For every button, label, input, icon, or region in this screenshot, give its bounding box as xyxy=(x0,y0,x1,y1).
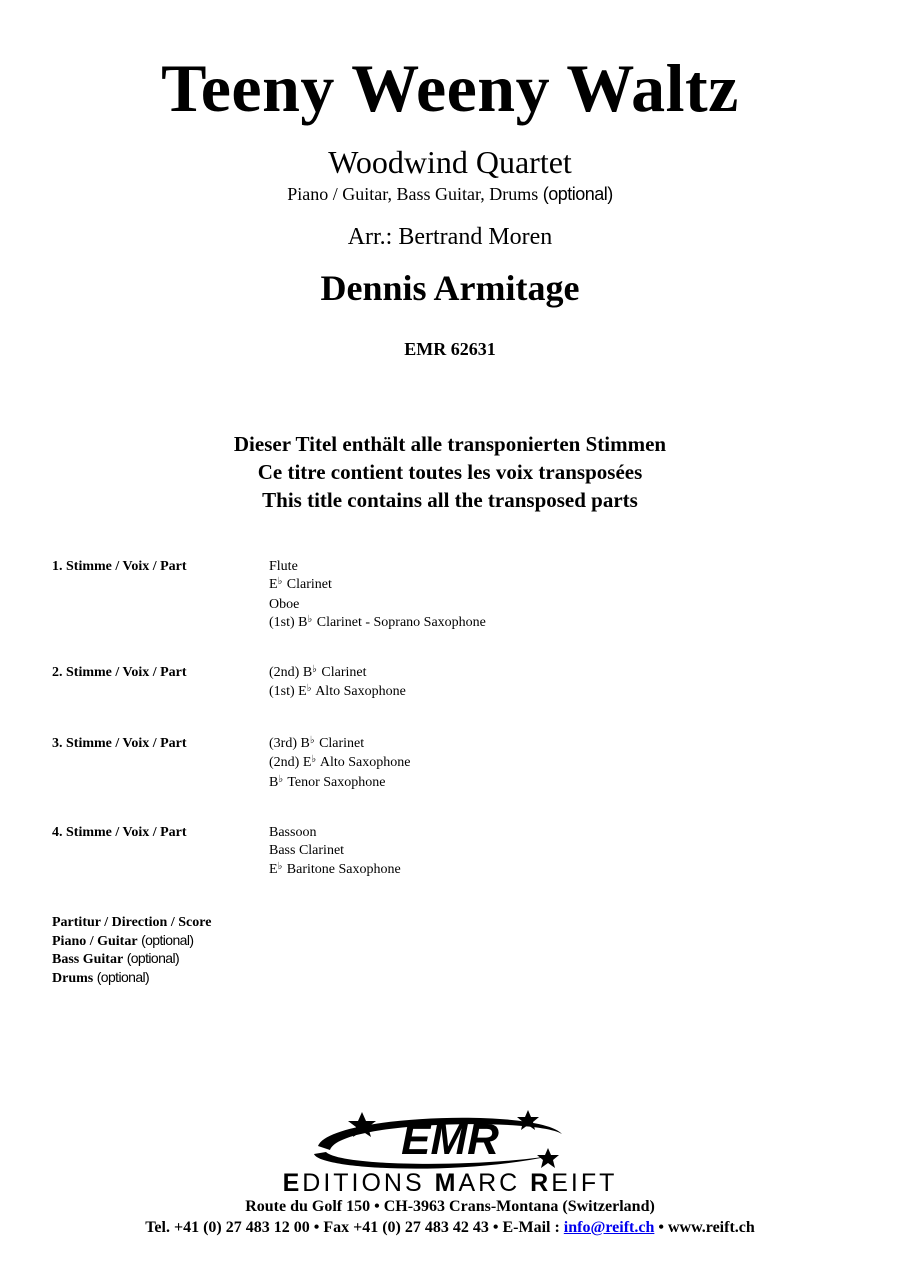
contact-website: • www.reift.ch xyxy=(654,1219,755,1236)
extra-name: Drums xyxy=(52,970,94,986)
flat-icon: ♭ xyxy=(312,664,317,675)
instrument-item xyxy=(269,683,406,702)
extra-item xyxy=(52,950,211,969)
instrument-item xyxy=(269,664,406,683)
instrument-item xyxy=(269,596,486,614)
contact-phone-fax: Tel. +41 (0) 27 483 12 00 • Fax +41 (0) 27 483 42 43 • E-Mail : xyxy=(145,1219,564,1236)
flat-icon: ♭ xyxy=(311,754,317,766)
instrument-name: Alto Saxophone xyxy=(319,755,411,771)
instrument-item xyxy=(269,824,401,842)
instrument-item xyxy=(269,576,486,595)
notice-french: Ce titre contient toutes les voix transposées xyxy=(257,460,643,484)
notice-english: This title contains all the transposed parts xyxy=(262,488,638,512)
part-label: 1. Stimme / Voix / Part xyxy=(52,559,187,574)
instrument-order: (2nd) xyxy=(269,755,300,771)
instrument-name: Tenor Saxophone xyxy=(287,774,386,790)
publisher-word: EIFT xyxy=(551,1169,618,1197)
composer: Dennis Armitage xyxy=(320,268,580,308)
part-instrument-list xyxy=(269,558,486,633)
instrument-key: B xyxy=(300,736,310,751)
instrument-name: Bass Clarinet xyxy=(269,843,345,859)
instrument-key: E xyxy=(298,684,307,700)
part-label: 4. Stimme / Voix / Part xyxy=(52,825,187,840)
flat-icon: ♭ xyxy=(277,576,283,588)
instrument-key: B xyxy=(298,614,308,630)
extra-optional: (optional) xyxy=(141,931,194,948)
instrument-key: E xyxy=(269,577,278,593)
extra-item xyxy=(52,914,211,932)
part-instrument-list xyxy=(269,735,410,793)
instrument-name: Oboe xyxy=(269,596,300,612)
instrumentation-text: Piano / Guitar, Bass Guitar, Drums xyxy=(287,184,539,204)
extra-item xyxy=(52,932,211,951)
logo-text: EMR xyxy=(401,1115,499,1164)
catalog-number: EMR 62631 xyxy=(404,339,496,359)
publisher-word: DITIONS xyxy=(302,1169,435,1197)
instrument-name: Clarinet - Soprano Saxophone xyxy=(316,614,486,630)
arranger: Arr.: Bertrand Moren xyxy=(347,224,553,250)
publisher-address: Route du Golf 150 • CH-3963 Crans-Montana (Switzerland) xyxy=(245,1198,655,1215)
instrument-name: Bassoon xyxy=(269,825,317,840)
subtitle: Woodwind Quartet xyxy=(328,144,572,180)
instrument-name: Clarinet xyxy=(319,736,365,751)
extra-optional: (optional) xyxy=(96,968,150,985)
instrument-item xyxy=(269,861,401,880)
extra-name: Piano / Guitar xyxy=(52,933,138,949)
instrumentation-optional: (optional) xyxy=(542,184,613,204)
instrument-name: Flute xyxy=(269,559,298,574)
publisher-initial: E xyxy=(282,1169,303,1197)
email-link[interactable]: info@reift.ch xyxy=(563,1219,655,1236)
instrument-key: B xyxy=(302,665,313,680)
flat-icon: ♭ xyxy=(278,773,284,785)
extra-name: Bass Guitar xyxy=(52,952,124,967)
instrument-name: Baritone Saxophone xyxy=(286,861,401,877)
flat-icon: ♭ xyxy=(309,735,315,746)
instrument-order: (3rd) xyxy=(269,736,297,751)
instrument-item xyxy=(269,774,410,793)
instrumentation-line xyxy=(0,182,900,206)
instrument-item xyxy=(269,558,486,576)
instrument-key: E xyxy=(269,861,278,877)
publisher-initial: R xyxy=(530,1169,552,1197)
part-instrument-list xyxy=(269,824,401,880)
extra-optional: (optional) xyxy=(126,950,180,966)
instrument-order: (2nd) xyxy=(269,665,300,680)
instrument-item xyxy=(269,614,486,633)
publisher-name xyxy=(0,1168,900,1198)
publisher-word: ARC xyxy=(458,1169,531,1197)
instrument-key: B xyxy=(269,774,279,790)
part-instrument-list xyxy=(269,664,406,703)
instrument-key: E xyxy=(302,755,312,771)
instrument-name: Clarinet xyxy=(286,577,332,593)
part-label: 2. Stimme / Voix / Part xyxy=(52,665,187,680)
flat-icon: ♭ xyxy=(306,683,312,695)
instrument-name: Clarinet xyxy=(321,665,367,680)
instrument-item xyxy=(269,735,410,754)
instrument-item xyxy=(269,754,410,773)
instrument-order: (1st) xyxy=(269,684,295,700)
publisher-contact xyxy=(0,1218,900,1238)
title: Teeny Weeny Waltz xyxy=(161,50,739,126)
publisher-initial: M xyxy=(434,1169,459,1197)
instrument-name: Alto Saxophone xyxy=(315,684,406,700)
extra-item xyxy=(52,969,211,988)
part-label: 3. Stimme / Voix / Part xyxy=(52,736,187,751)
extra-name: Partitur / Direction / Score xyxy=(52,915,212,930)
instrument-item xyxy=(269,842,401,860)
flat-icon: ♭ xyxy=(277,860,283,872)
flat-icon: ♭ xyxy=(307,613,313,625)
instrument-order: (1st) xyxy=(269,614,295,630)
extras-list xyxy=(52,914,211,987)
notice-german: Dieser Titel enthält alle transponierten Stimmen xyxy=(233,432,667,456)
